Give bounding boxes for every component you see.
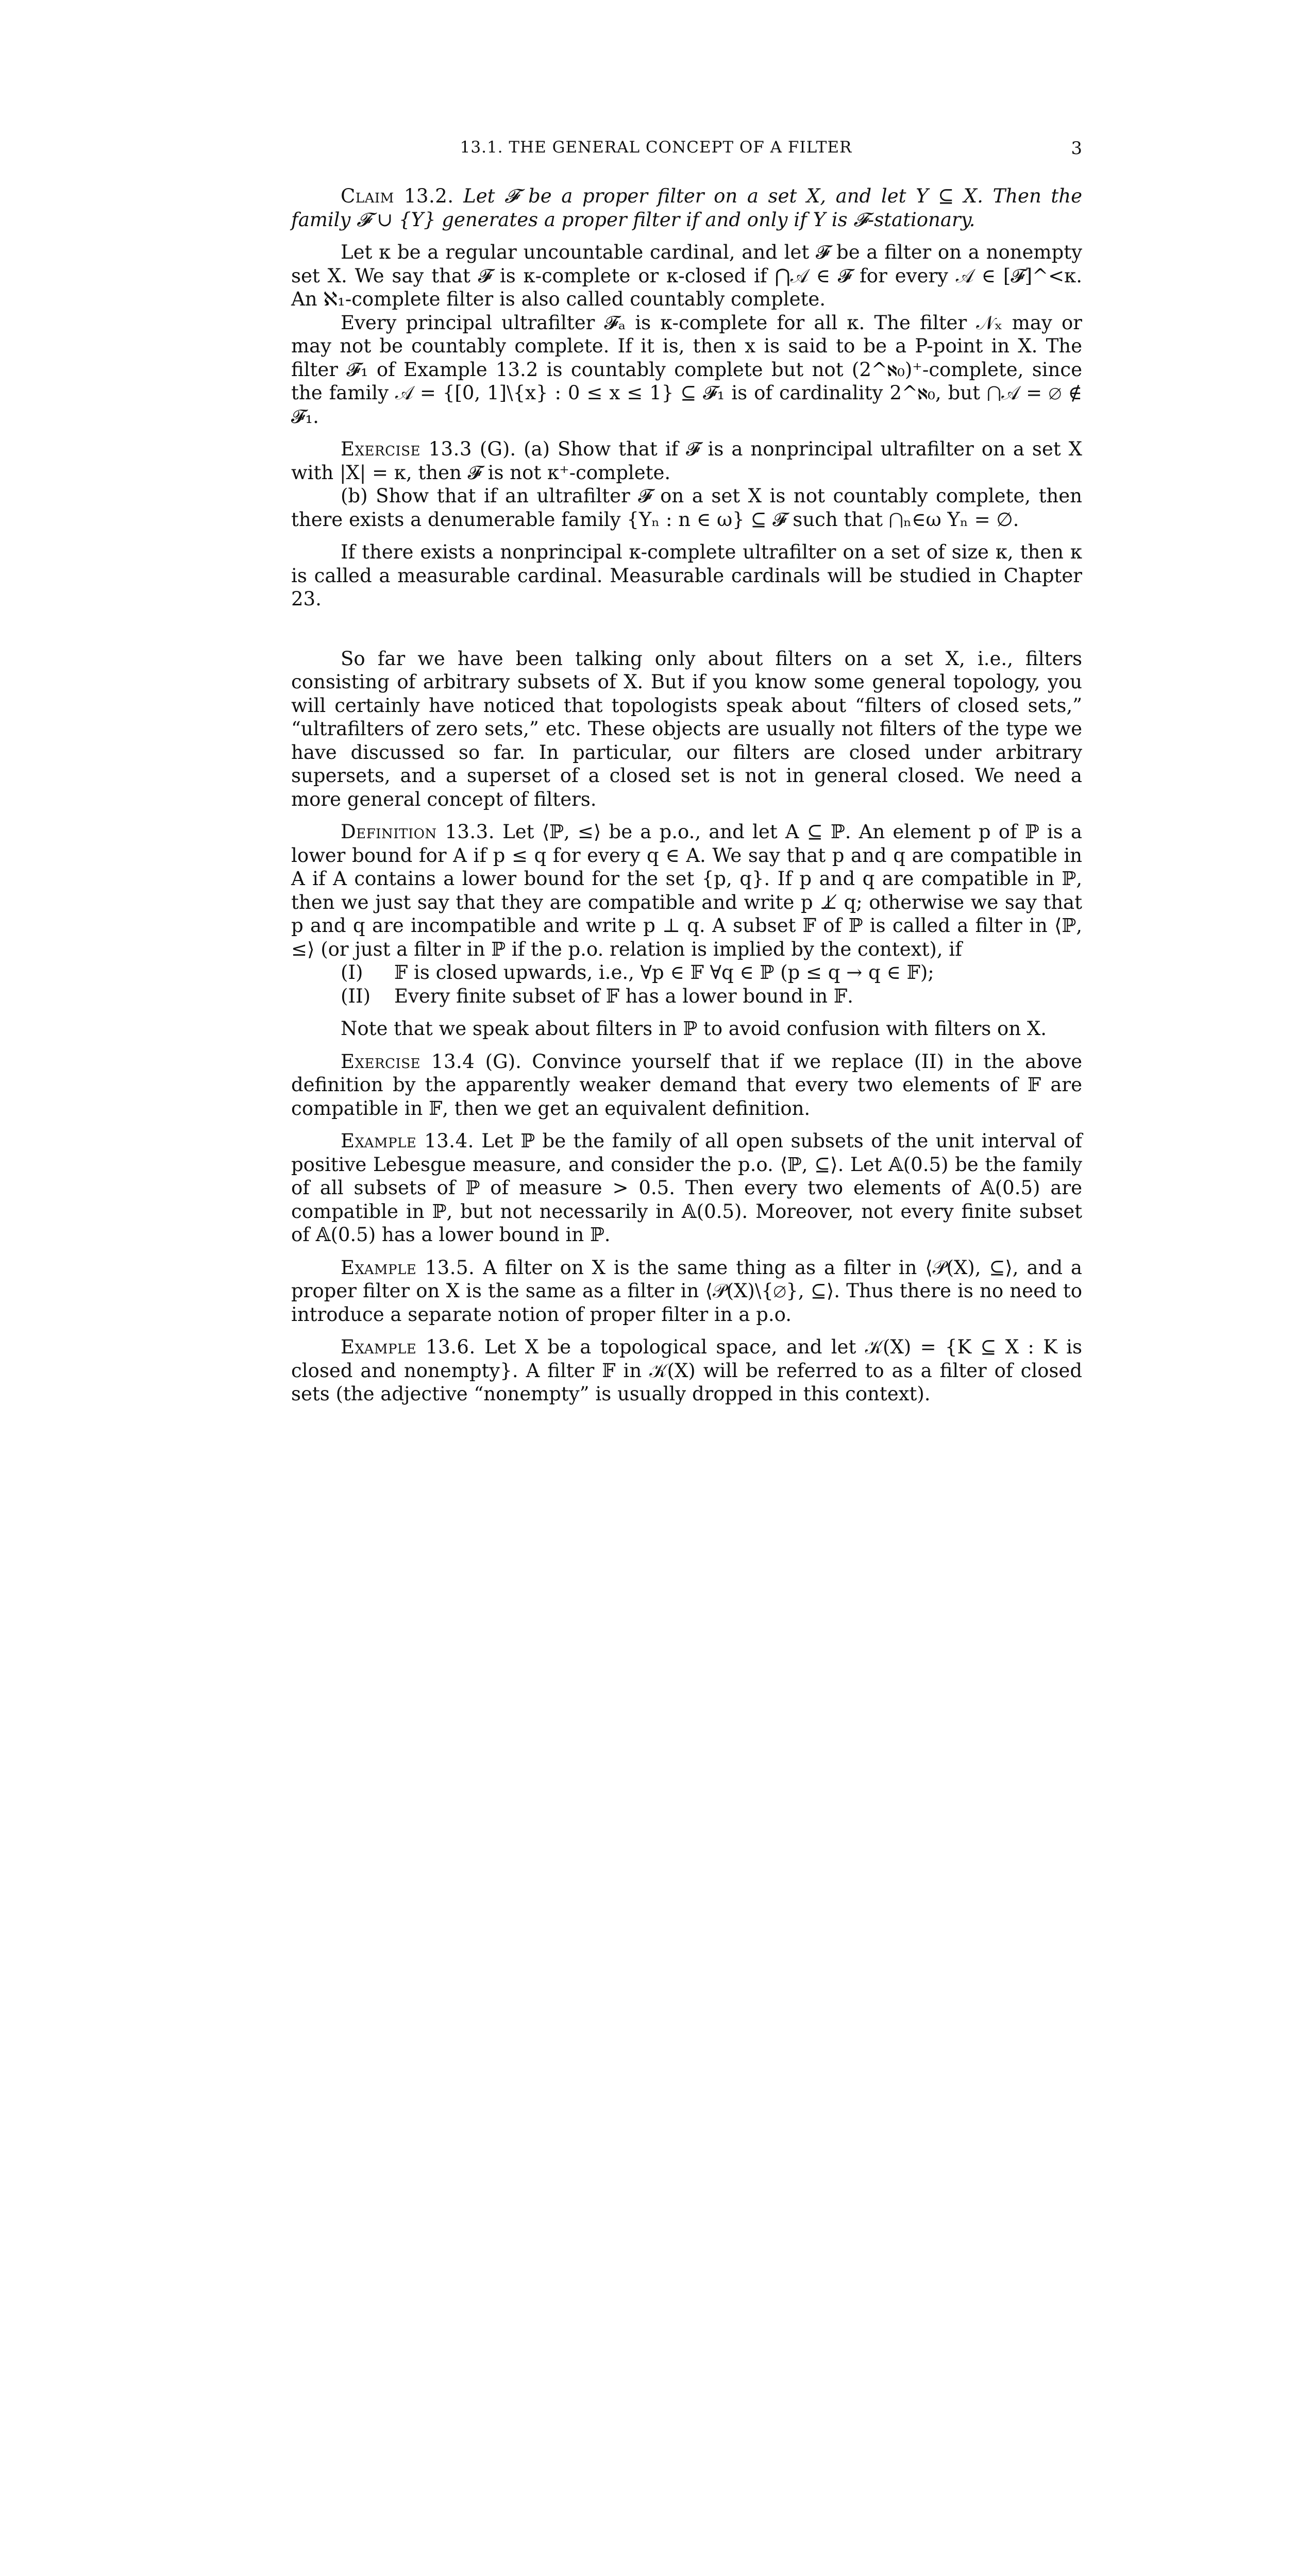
- definition-13-3: [291, 820, 1082, 961]
- exercise-13-4-text: (G). Convince yourself that if we replace (II) in the above definition by the apparently weaker demand that every two elements of 𝔽 are compatible in 𝔽, then we get an equivalent definition.: [291, 1050, 1082, 1120]
- definition-13-3-text: Let ⟨ℙ, ≤⟩ be a p.o., and let A ⊆ ℙ. An element p of ℙ is a lower bound for A if p ≤ q for every q ∈ A. We say that p and q are compatible in A if A contains a lower bound for the set {p, q}. If p and q are compatible in ℙ, then we just say that they are compatible and write p ⊥̸ q; otherwise we say that p and q are incompatible and write p ⊥ q. A subset 𝔽 of ℙ is called a filter in ⟨ℙ, ≤⟩ (or just a filter in ℙ if the p.o. relation is implied by the context), if: [291, 821, 1082, 960]
- paragraph-measurable-cardinal: If there exists a nonprincipal κ-complete ultrafilter on a set of size κ, then κ is called a measurable cardinal. Measurable cardinals will be studied in Chapter 23.: [291, 541, 1082, 610]
- definition-item-ii: [291, 985, 1082, 1008]
- example-13-5: [291, 1256, 1082, 1327]
- paragraph-note-filters-in-p: Note that we speak about filters in ℙ to avoid confusion with filters on X.: [341, 1018, 1047, 1040]
- claim-13-2-lead: Claim 13.2.: [341, 185, 454, 207]
- definition-item-ii-label: (II): [341, 985, 371, 1007]
- exercise-13-3-text: (G). (a) Show that if 𝓕 is a nonprincipal ultrafilter on a set X with |X| = κ, then 𝓕 is not κ⁺-complete.: [291, 438, 1082, 484]
- claim-13-2: [291, 184, 1082, 231]
- page-body: [291, 184, 1082, 1406]
- page-number: 3: [1071, 138, 1082, 159]
- example-13-6-text: Let X be a topological space, and let 𝒦(X) = {K ⊆ X : K is closed and nonempty}. A filter 𝔽 in 𝒦(X) will be referred to as a filter of closed sets (the adjective “nonempty” is usually dropped in this context).: [291, 1336, 1083, 1405]
- paragraph-general-topology: So far we have been talking only about filters on a set X, i.e., filters consisting of arbitrary subsets of X. But if you know some general topology, you will certainly have noticed that topologists speak about “filters of closed sets,” “ultrafilters of zero sets,” etc. These objects are usually not filters of the type we have discussed so far. In particular, our filters are closed under arbitrary supersets, and a superset of a closed set is not in general closed. We need a more general concept of filters.: [291, 647, 1082, 810]
- example-13-4-text: Let ℙ be the family of all open subsets of the unit interval of positive Lebesgue measure, and consider the p.o. ⟨ℙ, ⊆⟩. Let 𝔸(0.5) be the family of all subsets of ℙ of measure > 0.5. Then every two elements of 𝔸(0.5) are compatible in ℙ, but not necessarily in 𝔸(0.5). Moreover, not every finite subset of 𝔸(0.5) has a lower bound in ℙ.: [291, 1130, 1082, 1246]
- definition-item-i-label: (I): [341, 961, 363, 984]
- definition-item-ii-text: Every finite subset of 𝔽 has a lower bound in 𝔽.: [394, 985, 853, 1007]
- running-header: [0, 138, 1312, 164]
- definition-item-i-text: 𝔽 is closed upwards, i.e., ∀p ∈ 𝔽 ∀q ∈ ℙ (p ≤ q → q ∈ 𝔽);: [394, 961, 934, 984]
- exercise-13-3-lead: Exercise 13.3: [341, 438, 472, 460]
- example-13-5-lead: Example 13.5.: [341, 1256, 475, 1279]
- example-13-6-lead: Example 13.6.: [341, 1336, 476, 1358]
- definition-13-3-lead: Definition 13.3.: [341, 821, 495, 843]
- exercise-13-3-part-b: (b) Show that if an ultrafilter 𝓕 on a set X is not countably complete, then there exists a denumerable family {Yₙ : n ∈ ω} ⊆ 𝓕 such that ⋂ₙ∈ω Yₙ = ∅.: [291, 485, 1082, 531]
- exercise-13-3: [291, 437, 1082, 484]
- exercise-13-4: [291, 1050, 1082, 1121]
- example-13-5-text: A filter on X is the same thing as a filter in ⟨𝒫(X), ⊆⟩, and a proper filter on X is the same as a filter in ⟨𝒫(X)\{∅}, ⊆⟩. Thus there is no need to introduce a separate notion of proper filter in a p.o.: [291, 1256, 1082, 1326]
- example-13-4: [291, 1129, 1082, 1247]
- paragraph-kappa-complete: Let κ be a regular uncountable cardinal, and let 𝓕 be a filter on a nonempty set X. We say that 𝓕 is κ-complete or κ-closed if ⋂𝒜 ∈ 𝓕 for every 𝒜 ∈ [𝓕]^<κ. An ℵ₁-complete filter is also called countably complete.: [291, 241, 1082, 310]
- paragraph-principal-ultrafilter: Every principal ultrafilter 𝓕ₐ is κ-complete for all κ. The filter 𝒩ₓ may or may not be countably complete. If it is, then x is said to be a P-point in X. The filter 𝓕₁ of Example 13.2 is countably complete but not (2^ℵ₀)⁺-complete, since the family 𝒜 = {[0, 1]\{x} : 0 ≤ x ≤ 1} ⊆ 𝓕₁ is of cardinality 2^ℵ₀, but ⋂𝒜 = ∅ ∉ 𝓕₁.: [291, 311, 1082, 428]
- example-13-6: [291, 1335, 1082, 1406]
- definition-item-i: [291, 961, 1082, 985]
- claim-13-2-text: Let 𝓕 be a proper filter on a set X, and let Y ⊆ X. Then the family 𝓕 ∪ {Y} generates a proper filter if and only if Y is 𝓕-stationary.: [291, 185, 1082, 231]
- running-header-title: 13.1. THE GENERAL CONCEPT OF A FILTER: [460, 138, 852, 157]
- exercise-13-4-lead: Exercise 13.4: [341, 1050, 475, 1073]
- example-13-4-lead: Example 13.4.: [341, 1130, 474, 1152]
